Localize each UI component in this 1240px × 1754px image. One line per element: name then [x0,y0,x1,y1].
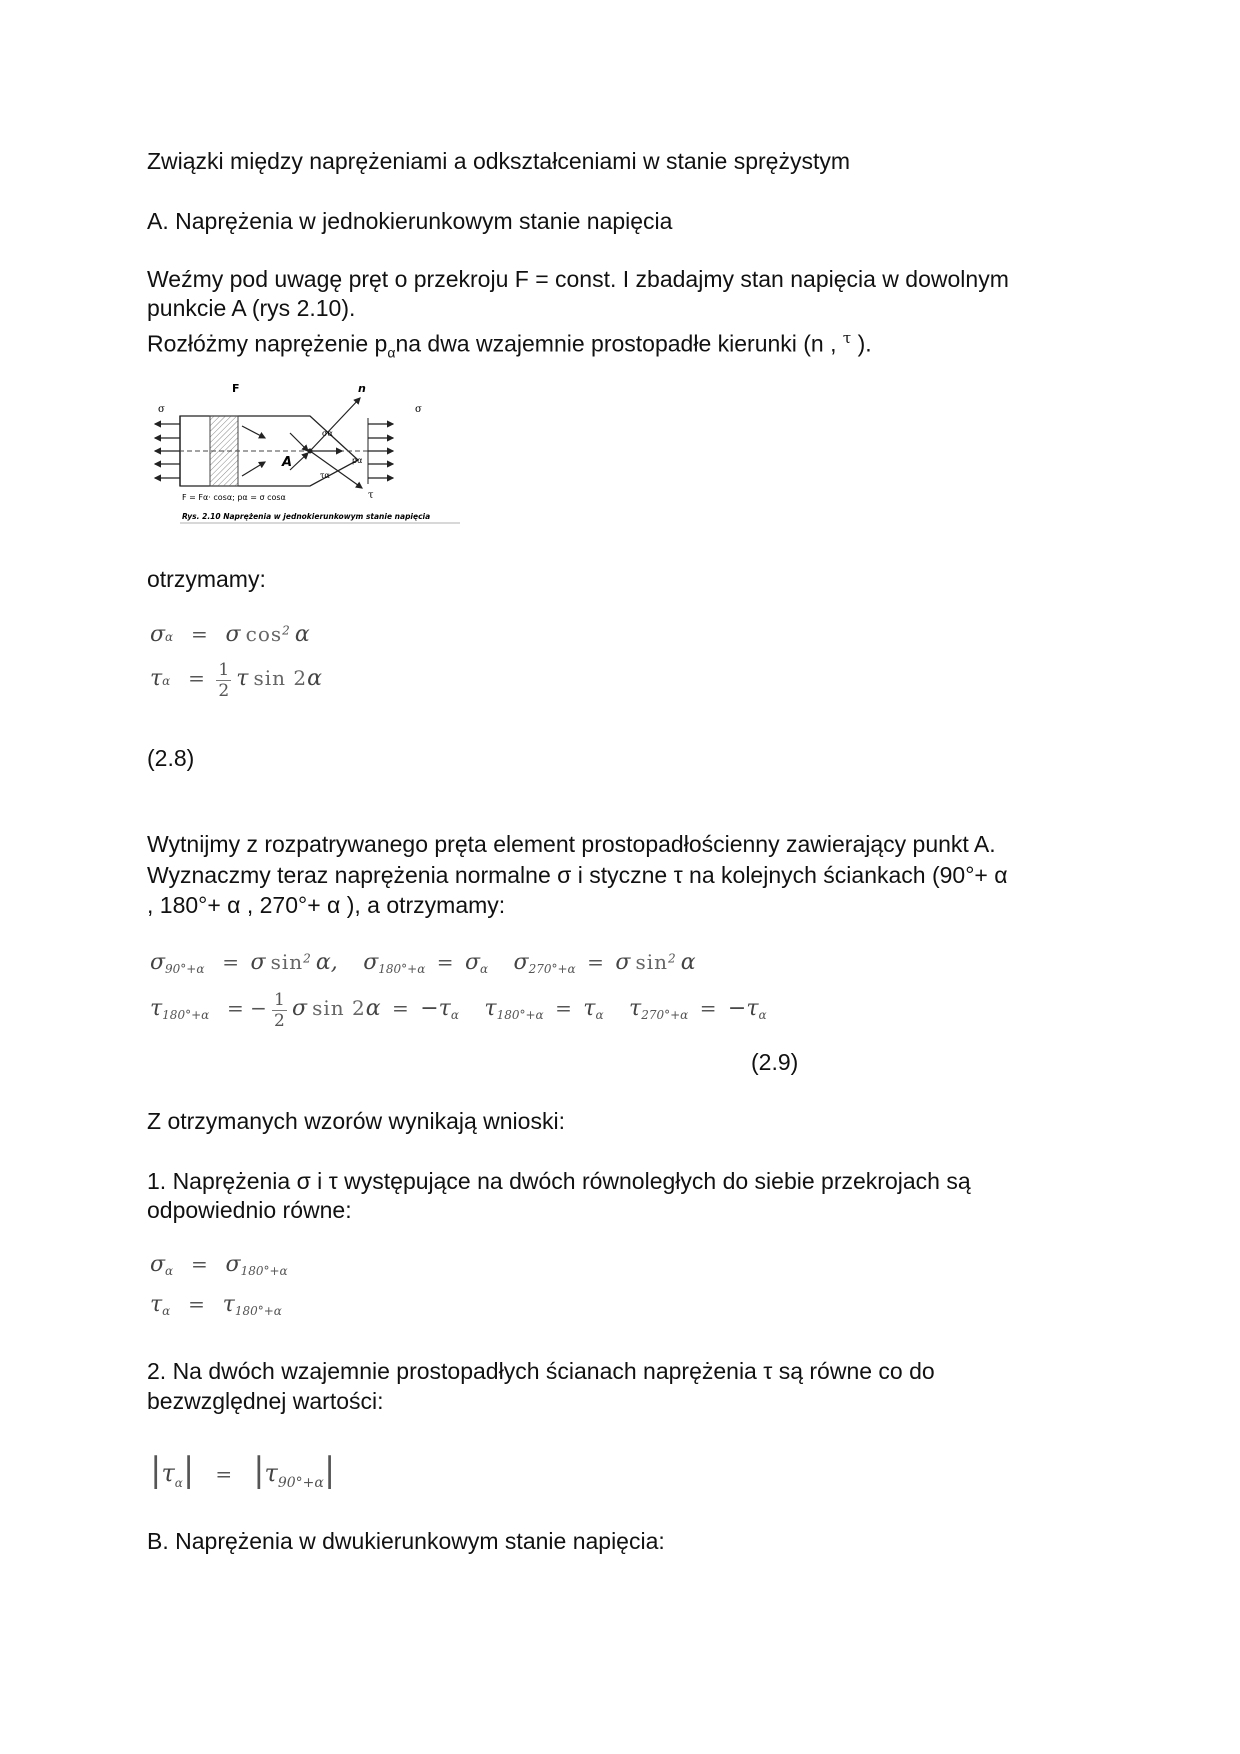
label-p-alpha: pα [352,456,363,465]
point2-line1: 2. Na dwóch wzajemnie prostopadłych ścianach naprężenia τ są równe co do [147,1358,935,1384]
figure-formula: F = Fα· cosα; pα = σ cosα [182,493,286,502]
equation-sigma-rotated: $\sigma_{90^\circ+\alpha}$ = σ $\sin^2 \alpha$, $\sigma_{180^\circ+\alpha} = \sigma_\alpha$ $\sigma_{270^\circ+\alpha} = \sigma$ $\sin^2 \alpha$ [150,950,696,977]
label-n: n [358,382,366,395]
para2-line1: Wytnijmy z rozpatrywanego pręta element prostopadłościenny zawierający punkt A. [147,831,996,857]
label-sigma-alpha: σα [322,429,333,438]
left-load-arrows [155,424,180,478]
equation-sigma-parallel: $\sigma_\alpha$ = $\sigma_{180^\circ+\alpha}$ [150,1252,288,1279]
equation-abs-tau: $|\tau_\alpha|$ = $|\tau_{90^\circ+\alpha}|$ [150,1450,336,1492]
point1-line1: 1. Naprężenia σ i τ występujące na dwóch równoległych do siebie przekrojach są [147,1168,971,1194]
label-sigma-right: σ [415,404,422,415]
equation-sigma-alpha: σα = σ $\cos^2 \alpha$ [150,622,310,647]
point2-line2: bezwzględnej wartości: [147,1388,384,1414]
label-F: F [232,382,240,395]
label-tau-alpha: τα [320,471,330,480]
document-title: Związki między naprężeniami a odkształceniami w stanie sprężystym [147,148,851,174]
point1-line2: odpowiednio równe: [147,1197,352,1223]
figure-caption: Rys. 2.10 Naprężenia w jednokierunkowym stanie napięcia [182,512,431,521]
para1-line3: Rozłóżmy naprężenie $p_\alpha na$ dwa wzajemnie prostopadłe kierunki (n , $^\tau$ ). [147,329,872,361]
section-a-heading: A. Naprężenia w jednokierunkowym stanie napięcia [147,208,673,234]
equation-number-2-8: (2.8) [147,745,195,771]
para1-line2: punkcie A (rys 2.10). [147,295,356,321]
label-A: A [282,455,293,470]
equation-tau-rotated: $\tau_{180^\circ+\alpha}$ = − $\frac{1}{2}$ σ $\sin 2\alpha = -\tau_\alpha$ $\tau_{180^\circ+\alpha} = \tau_\alpha$ $\tau_{270^\circ+\alpha} = -\tau_\alpha$ [150,990,767,1031]
stress-figure [150,378,470,533]
equation-number-2-9: (2.9) [751,1049,799,1075]
equation-tau-parallel: $\tau_\alpha$ = $\tau_{180^\circ+\alpha}$ [150,1292,282,1319]
section-b-heading: B. Naprężenia w dwukierunkowym stanie napięcia: [147,1528,665,1554]
label-tau: τ [368,490,374,501]
label-sigma-left: σ [158,404,165,415]
para2-line3: , 180°+ α , 270°+ α ), a otrzymamy: [147,892,506,918]
para2-line2: Wyznaczmy teraz naprężenia normalne σ i styczne τ na kolejnych ściankach (90°+ α [147,862,1008,888]
para1-line1: Weźmy pod uwagę pręt o przekroju F = const. I zbadajmy stan napięcia w dowolnym [147,266,1009,292]
otrzymamy-label: otrzymamy: [147,566,266,592]
equation-tau-alpha: τα = $\frac{1}{2}$ τ sin 2α [150,660,322,701]
right-load-arrows [368,424,393,478]
conclusions-intro: Z otrzymanych wzorów wynikają wnioski: [147,1108,565,1134]
